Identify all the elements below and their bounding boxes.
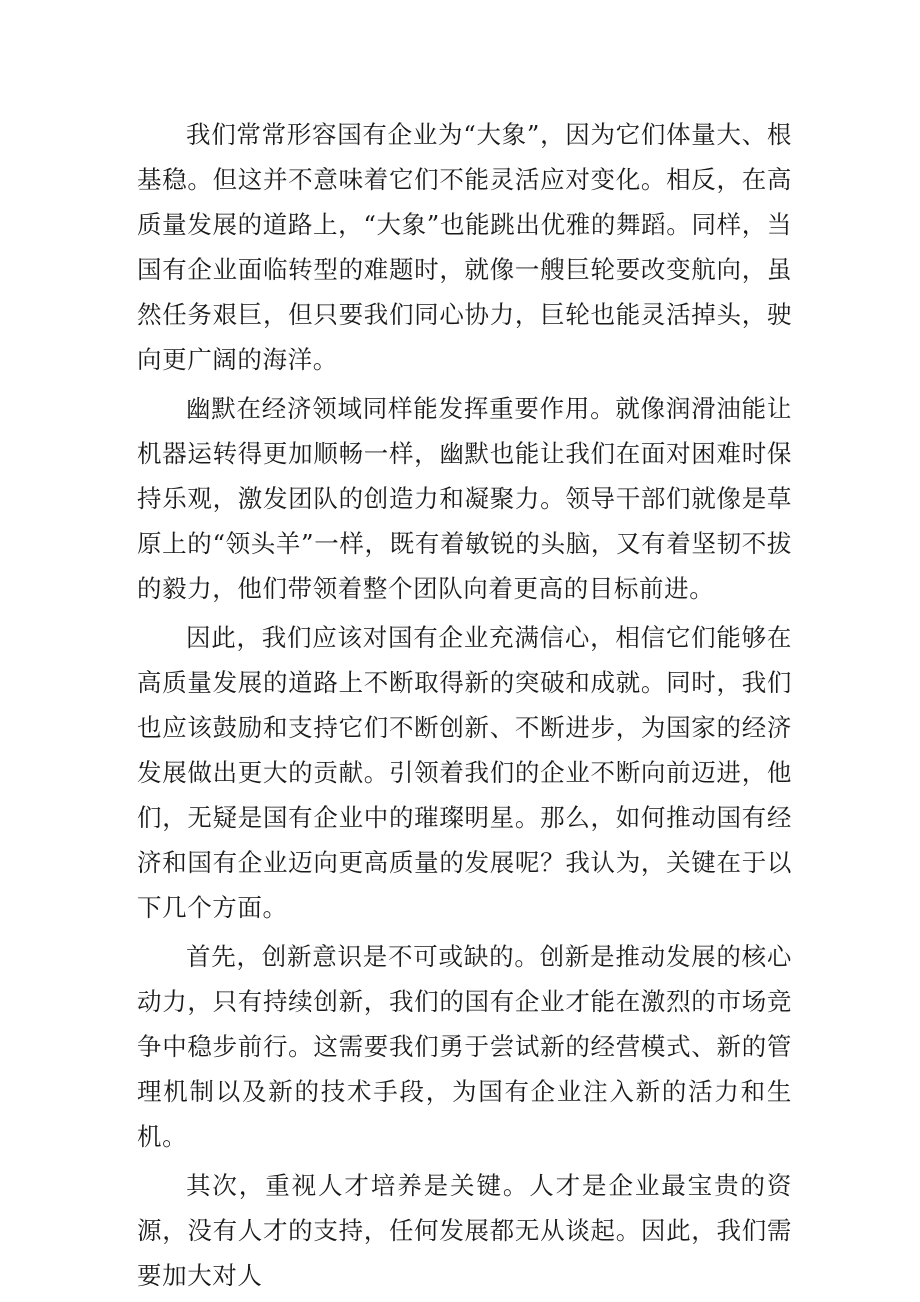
- paragraph-confidence-in-soe: 因此，我们应该对国有企业充满信心，相信它们能够在高质量发展的道路上不断取得新的突破和成就。同时，我们也应该鼓励和支持它们不断创新、不断进步，为国家的经济发展做出更大的贡献。引领着我们的企业不断向前迈进，他们，无疑是国有企业中的璀璨明星。那么，如何推动国有经济和国有企业迈向更高质量的发展呢？我认为，关键在于以下几个方面。: [137, 623, 792, 922]
- paragraph-elephant-metaphor: 我们常常形容国有企业为“大象”，因为它们体量大、根基稳。但这并不意味着它们不能灵活应对变化。相反，在高质量发展的道路上，“大象”也能跳出优雅的舞蹈。同样，当国有企业面临转型的难题时，就像一艘巨轮要改变航向，虽然任务艰巨，但只要我们同心协力，巨轮也能灵活掉头，驶向更广阔的海洋。: [137, 120, 792, 374]
- paragraph-talent-cultivation: 其次，重视人才培养是关键。人才是企业最宝贵的资源，没有人才的支持，任何发展都无从谈起。因此，我们需要加大对人: [137, 1171, 792, 1290]
- paragraph-innovation: 首先，创新意识是不可或缺的。创新是推动发展的核心动力，只有持续创新，我们的国有企业才能在激烈的市场竞争中稳步前行。这需要我们勇于尝试新的经营模式、新的管理机制以及新的技术手段，为国有企业注入新的活力和生机。: [137, 942, 792, 1151]
- document-body: [137, 112, 792, 1302]
- paragraph-humor-in-economy: 幽默在经济领域同样能发挥重要作用。就像润滑油能让机器运转得更加顺畅一样，幽默也能让我们在面对困难时保持乐观，激发团队的创造力和凝聚力。领导干部们就像是草原上的“领头羊”一样，既有着敏锐的头脑，又有着坚韧不拔的毅力，他们带领着整个团队向着更高的目标前进。: [137, 394, 792, 603]
